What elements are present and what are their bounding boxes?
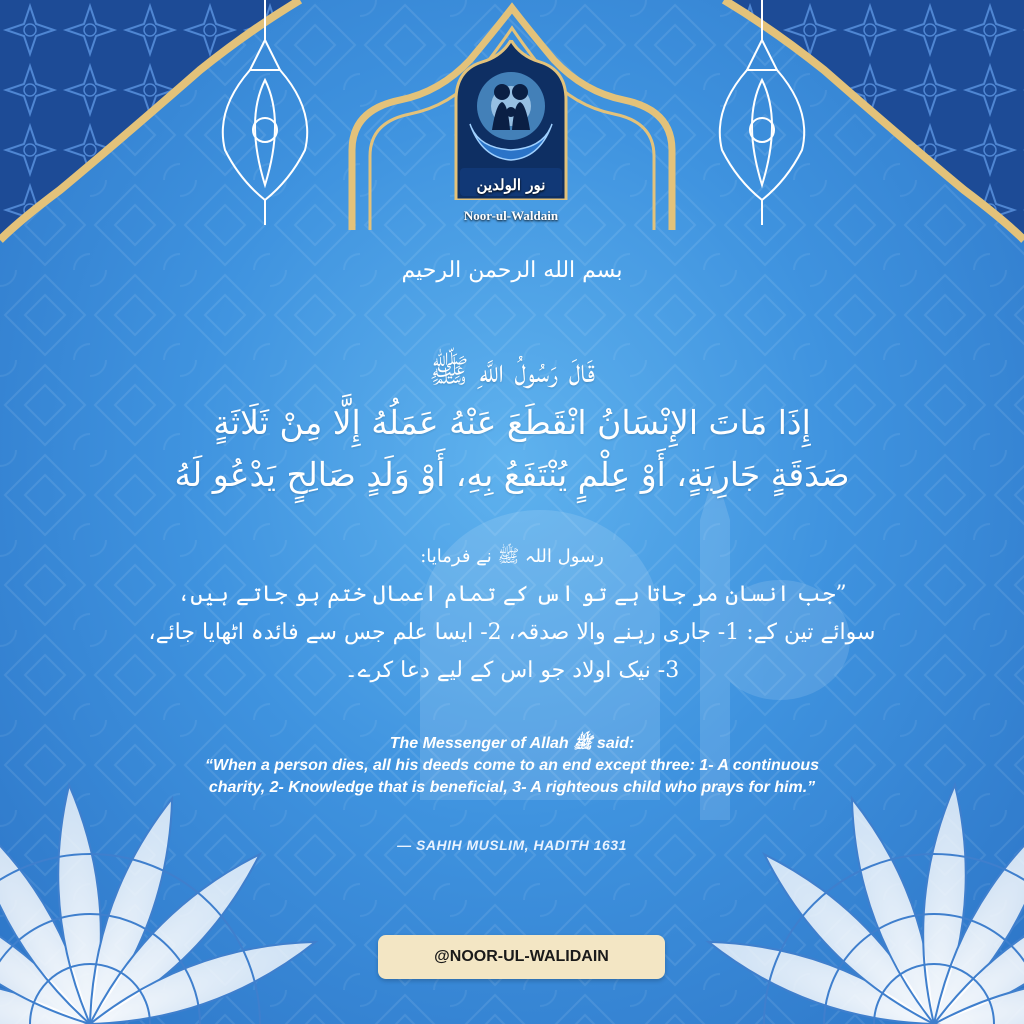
hadith-english [0,733,1024,799]
logo-arabic-text: نور الولدين [476,176,546,194]
hadith-arabic-line-2: إِذَا مَاتَ الإِنْسَانُ انْقَطَعَ عَنْهُ عَمَلُهُ إِلَّا مِنْ ثَلَاثَةٍ [213,403,811,442]
hadith-source: — SAHIH MUSLIM, HADITH 1631 [397,837,627,853]
hadith-urdu-line-1: رسول اللہ ﷺ نے فرمایا: [420,546,604,567]
basmala-calligraphy: بسم الله الرحمن الرحيم [401,258,623,283]
hadith-english-line-3: charity, 2- Knowledge that is beneficial, 3- A righteous child who prays for him.” [208,779,816,796]
hadith-urdu-line-2: ”جب انسان مر جاتا ہے تو اس کے تمام اعمال ختم ہو جاتے ہیں، [177,582,847,607]
social-handle-label: @NOOR-UL-WALIDAIN [434,948,609,965]
brand-logo [452,40,570,223]
hadith-english-line-1: The Messenger of Allah ﷺ said: [389,735,635,752]
hadith-english-line-2: “When a person dies, all his deeds come to an end except three: 1- A continuous [204,757,820,774]
logo-english-text: Noor-ul-Waldain [463,208,559,223]
hadith-arabic-line-3: صَدَقَةٍ جَارِيَةٍ، أَوْ عِلْمٍ يُنْتَفَعُ بِهِ، أَوْ وَلَدٍ صَالِحٍ يَدْعُو لَهُ [174,455,850,494]
hadith-arabic-line-1: قَالَ رَسُولُ اللَّهِ ﷺ [428,351,596,390]
hadith-urdu-line-3: سوائے تین کے: 1- جاری رہنے والا صدقہ، 2- ایسا علم جس سے فائدہ اٹھایا جائے، [148,620,876,645]
hadith-urdu [0,538,1024,690]
hadith-arabic [0,345,1024,501]
hadith-urdu-line-4: 3- نیک اولاد جو اس کے لیے دعا کرے۔ [344,658,680,683]
social-handle-button[interactable] [378,935,665,979]
